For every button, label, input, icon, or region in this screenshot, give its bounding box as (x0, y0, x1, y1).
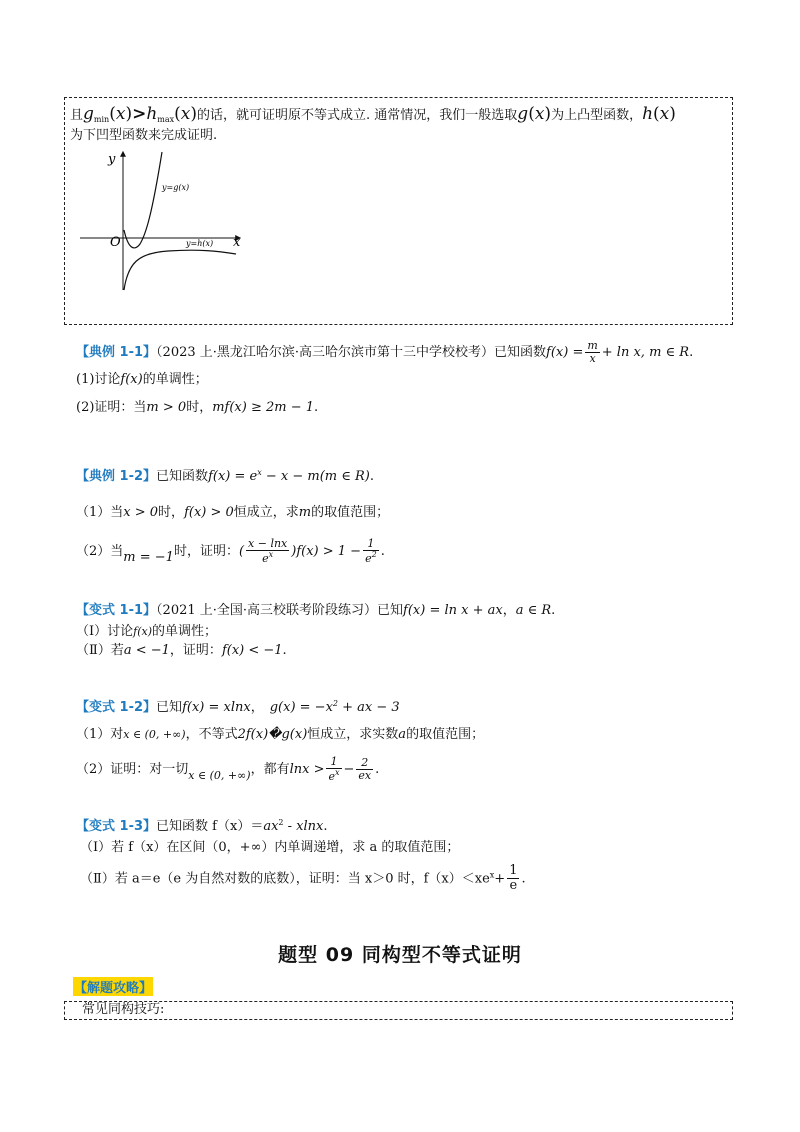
variant-1-2-label: 变式 1-2 (89, 700, 144, 715)
x-symbol: x (180, 104, 191, 124)
intro-lead: 且 (70, 108, 84, 123)
fraction: $\frac{x - \ln x}{e^x}$ (248, 537, 288, 566)
g-min-symbol: g (83, 104, 94, 124)
origin-label: O (110, 235, 121, 250)
example-1-2-q1: （1）当x > 0时，f(x) > 0恒成立，求m的取值范围； (76, 505, 390, 520)
example-source: （2023 上·黑龙江哈尔滨·高三哈尔滨市第十三中学校校考）已知函数 (156, 345, 547, 361)
fraction: $\frac{m}{x}$ (587, 339, 598, 366)
example-1-1-q1: (1)讨论f(x)的单调性； (76, 372, 208, 387)
h-curve-label: y=h(x) (186, 239, 214, 248)
variant-1-1-label: 变式 1-1 (89, 603, 144, 618)
h-curve (124, 250, 236, 290)
variant-1-2-q1: （1）对x ∈ (0, +∞)，不等式2f(x)�g(x)恒成立，求实数a的取值范围； (76, 727, 485, 742)
fraction: $\frac{1}{e^2}$ (365, 537, 377, 566)
gt-symbol: > (132, 104, 147, 124)
variant-1-3-q1: （Ⅰ）若 f（x）在区间（0，+∞）内单调递增，求 a 的取值范围； (80, 840, 460, 855)
variant-1-3-label: 变式 1-3 (89, 819, 144, 834)
function-lhs: f(x) = (546, 345, 584, 361)
section-title: 题型 09 同构型不等式证明 (278, 944, 522, 966)
x-symbol: x (115, 104, 126, 124)
example-1-1-q2: (2)证明：当m > 0时，mf(x) ≥ 2m − 1. (76, 400, 319, 415)
label-bracket: 【 (76, 345, 90, 361)
fraction: $\frac{1}{e^x}$ (328, 755, 340, 784)
intro-line-2: 为下凹型函数来完成证明. (70, 128, 218, 143)
intro-line-1: 且$g_{min}(x)>h_{max}(x)$的话，就可证明原不等式成立. 通常情况，我们一般选取g(x)为上凸型函数，h(x) (70, 104, 676, 124)
variant-1-2-header: 【变式 1-2】已知f(x) = xlnx， $g(x) = -x^2$ + ax − 3 (76, 699, 400, 715)
label-bracket: 】 (143, 345, 157, 361)
x-symbol: x (534, 104, 545, 124)
intro-text-1: 的话，就可证明原不等式成立. 通常情况，我们一般选取 (197, 108, 518, 123)
g-curve-label: y=g(x) (162, 183, 190, 192)
x-symbol: x (659, 104, 670, 124)
fraction: $\frac{2}{ex}$ (358, 756, 372, 783)
h-max-symbol: h (146, 104, 158, 124)
h-symbol: h (642, 104, 654, 124)
example-1-1-header: 【典例 1-1】（2023 上·黑龙江哈尔滨·高三哈尔滨市第十三中学校校考）已知函数f(x) = $\frac{m}{x}$ + ln x, m ∈ R. (76, 339, 694, 366)
max-subscript: max (157, 115, 175, 124)
strategy-text: 常见同构技巧: (82, 1002, 165, 1017)
intro-text-2: 为上凸型函数， (551, 108, 643, 123)
example-1-2-label: 典例 1-2 (89, 469, 144, 484)
example-1-2-q2: （2）当m = −1时，证明：( $\frac{x - \ln x}{e^x}$ )f(x) > 1 − $\frac{1}{e^2}$ . (76, 537, 385, 566)
variant-1-1-header: 【变式 1-1】（2021 上·全国·高三校联考阶段练习）已知f(x) = ln x + ax，a ∈ R. (76, 603, 556, 618)
variant-1-1-q1: （Ⅰ）讨论f(x)的单调性； (76, 624, 218, 639)
example-1-2-header: 【典例 1-2】已知函数$f(x) = e^x - x - m(m$ ∈ R). (76, 468, 374, 484)
strategy-tag: 【解题攻略】 (73, 977, 153, 996)
variant-1-1-q2: （Ⅱ）若a < −1，证明：f(x) < −1. (76, 643, 287, 658)
y-axis-label: y (108, 152, 116, 167)
g-curve (124, 152, 162, 248)
variant-1-2-q2: （2）证明：对一切$_{x \in (0, +\infty)}$，都有lnx > $\frac{1}{e^x}$ − $\frac{2}{ex}$ . (76, 755, 380, 784)
example-1-1-label: 典例 1-1 (89, 345, 144, 361)
function-graph (78, 148, 248, 296)
min-subscript: min (93, 115, 110, 124)
variant-1-3-header: 【变式 1-3】已知函数 $f(x)=ax^2 - xlnx$. (76, 818, 328, 834)
function-rhs: + ln x, m ∈ R (601, 345, 690, 361)
variant-1-3-q2: （Ⅱ）若 a＝e（e 为自然对数的底数），证明：当 x＞0 时，$f(x)<xe^x+$ $\frac{1}{e}$ . (80, 863, 526, 894)
g-symbol: g (517, 104, 529, 124)
fraction: $\frac{1}{e}$ (509, 863, 518, 894)
x-axis-label: x (233, 235, 241, 250)
